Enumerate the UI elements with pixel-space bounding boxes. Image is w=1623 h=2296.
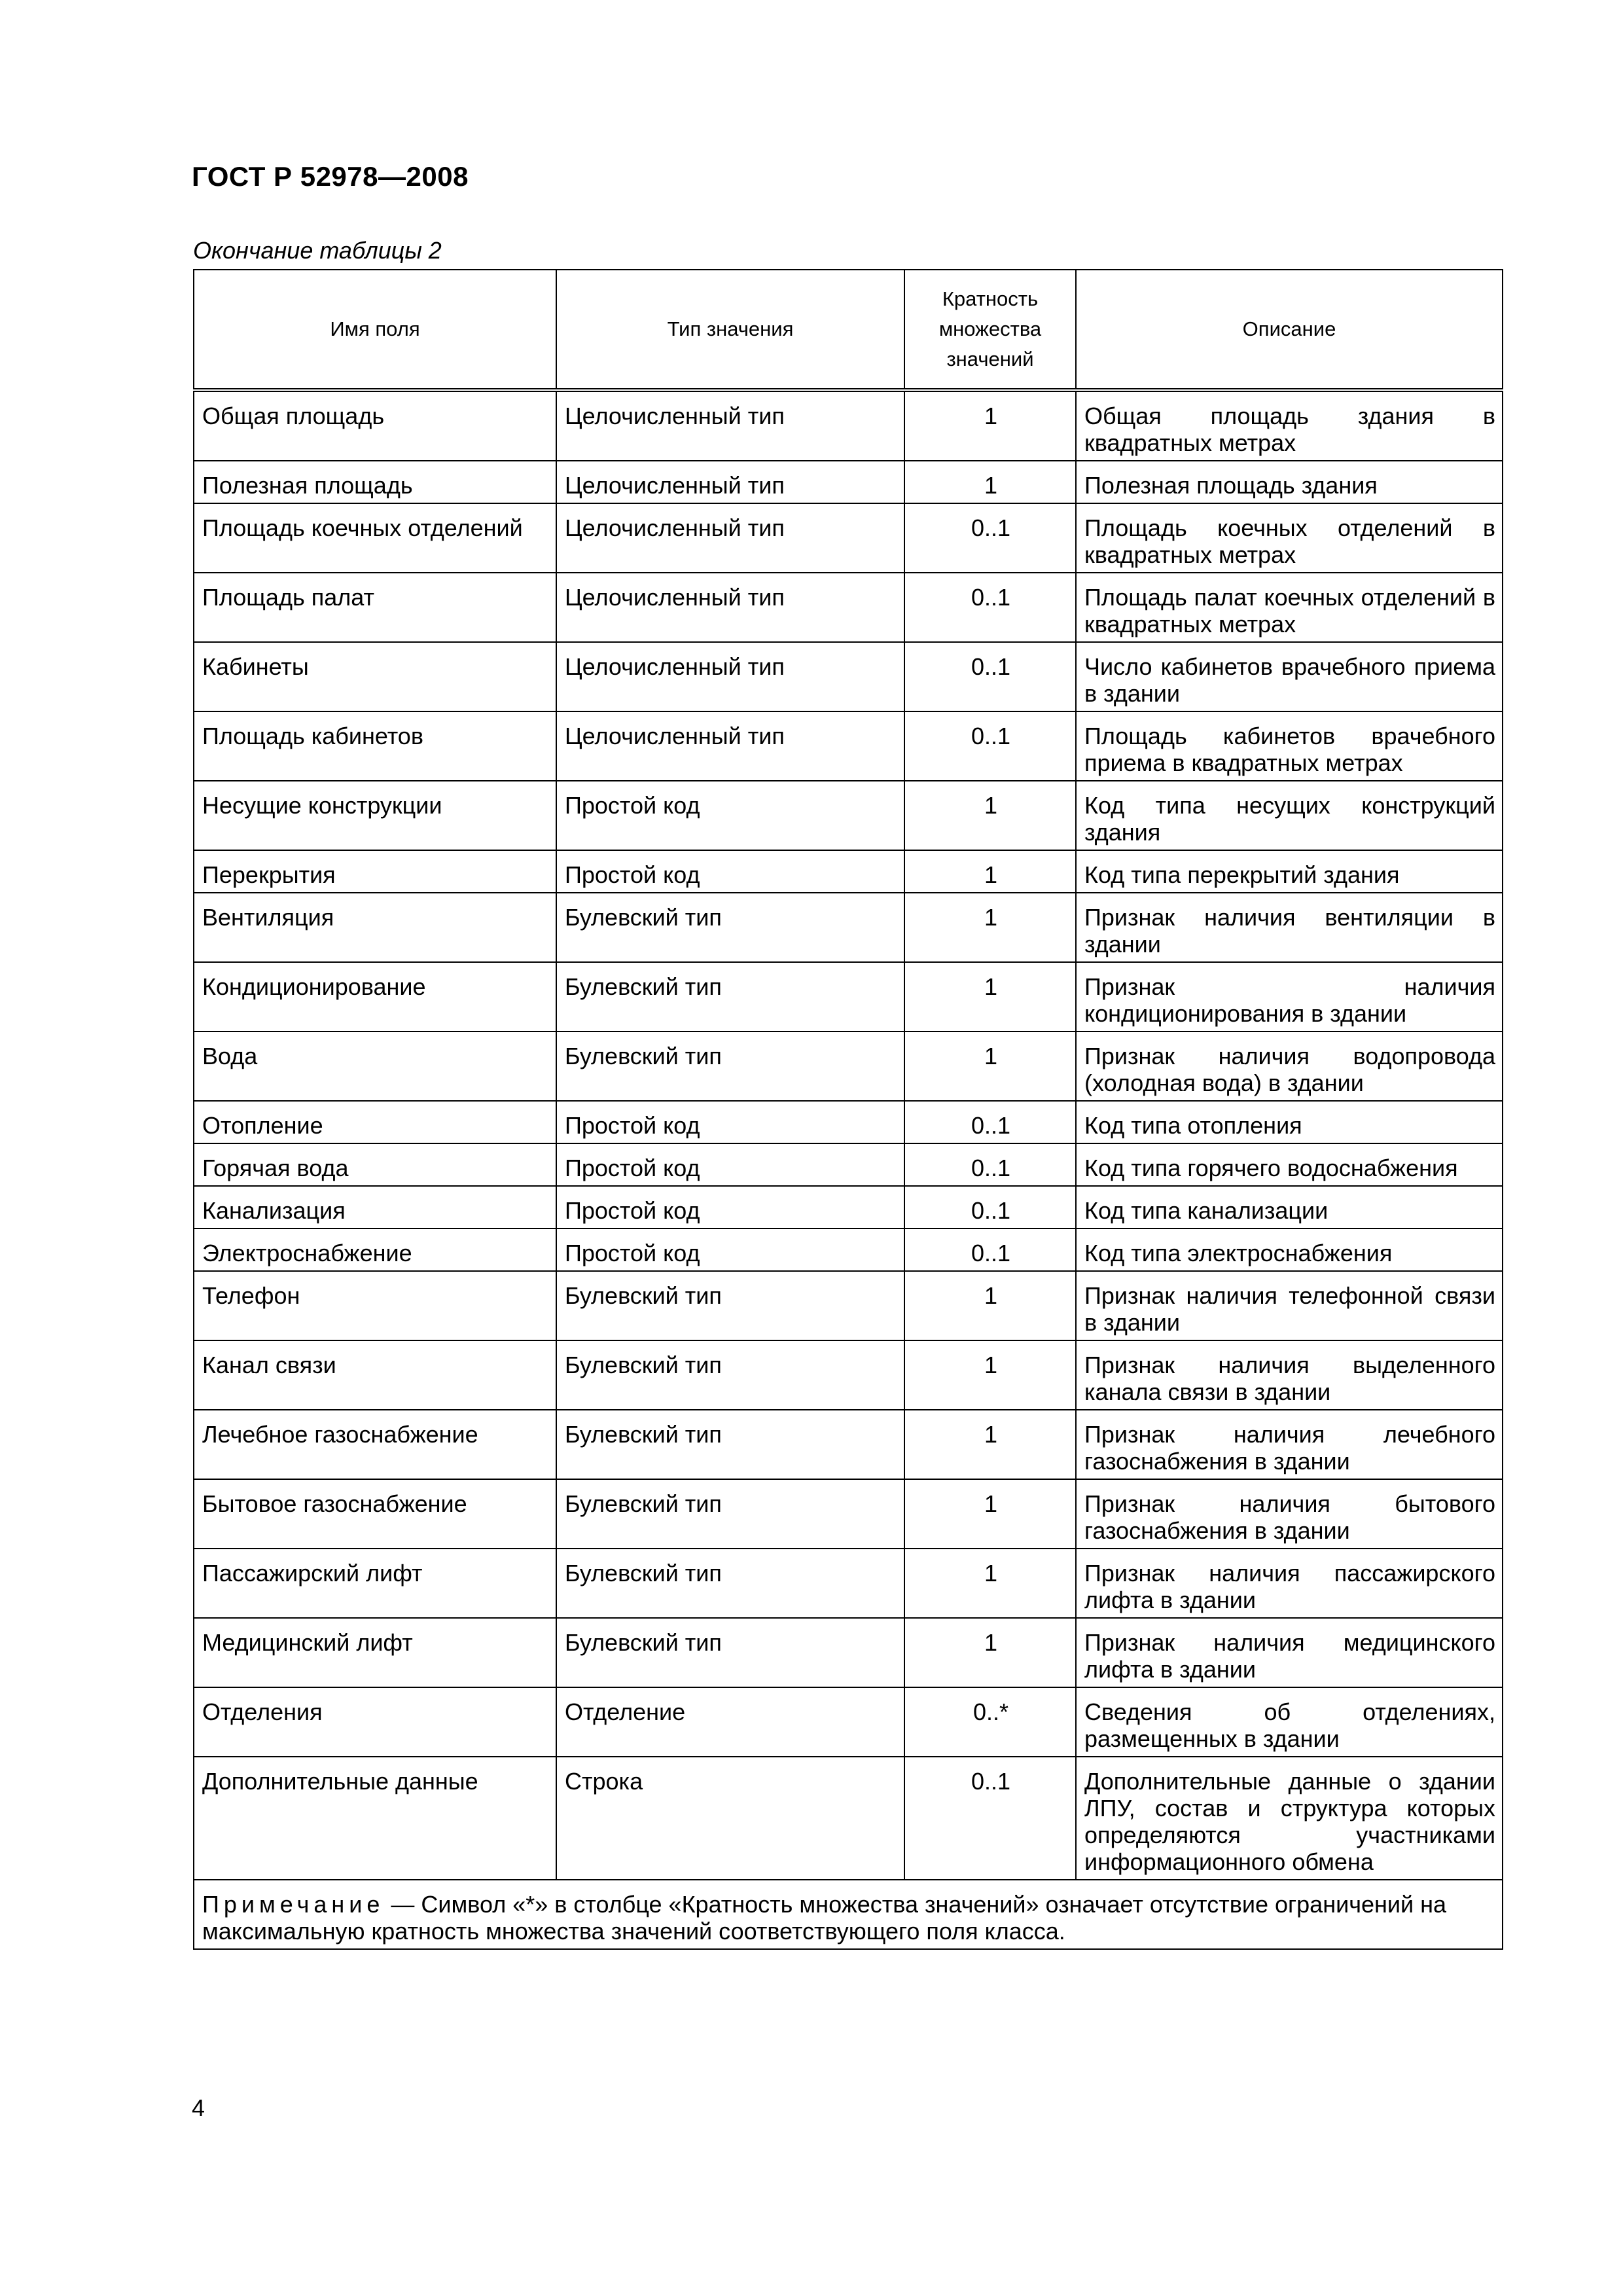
cell-value-type: Простой код [556,1186,904,1229]
cell-multiplicity: 1 [904,781,1076,850]
cell-description: Признак наличия медицинского лифта в здании [1076,1618,1503,1687]
cell-multiplicity: 1 [904,1618,1076,1687]
cell-field-name: Канал связи [194,1340,556,1410]
cell-field-name: Площадь палат [194,573,556,642]
cell-value-type: Строка [556,1757,904,1880]
header-value-type: Тип значения [556,270,904,390]
cell-description: Общая площадь здания в квадратных метрах [1076,390,1503,461]
cell-field-name: Вода [194,1031,556,1101]
cell-multiplicity: 0..1 [904,503,1076,573]
cell-value-type: Целочисленный тип [556,573,904,642]
table-row [194,1031,1503,1101]
cell-field-name: Дополнительные данные [194,1757,556,1880]
cell-multiplicity: 0..1 [904,1757,1076,1880]
cell-description: Признак наличия пассажирского лифта в здании [1076,1549,1503,1618]
cell-value-type: Простой код [556,850,904,893]
table-note-row [194,1880,1503,1949]
cell-field-name: Медицинский лифт [194,1618,556,1687]
cell-field-name: Кабинеты [194,642,556,711]
note-label: Примечание [202,1891,385,1918]
table-row [194,1410,1503,1479]
cell-value-type: Булевский тип [556,1549,904,1618]
table-row [194,1271,1503,1340]
cell-description: Признак наличия кондиционирования в здании [1076,962,1503,1031]
cell-description: Дополнительные данные о здании ЛПУ, состав и структура которых определяются участниками информационного обмена [1076,1757,1503,1880]
cell-field-name: Электроснабжение [194,1229,556,1271]
cell-value-type: Булевский тип [556,1031,904,1101]
table-row [194,711,1503,781]
cell-field-name: Несущие конструкции [194,781,556,850]
cell-description: Признак наличия вентиляции в здании [1076,893,1503,962]
cell-value-type: Простой код [556,781,904,850]
cell-multiplicity: 0..* [904,1687,1076,1757]
table-row [194,1549,1503,1618]
table-note [194,1880,1503,1949]
table-row [194,1757,1503,1880]
cell-description: Код типа перекрытий здания [1076,850,1503,893]
cell-field-name: Телефон [194,1271,556,1340]
cell-description: Признак наличия лечебного газоснабжения в здании [1076,1410,1503,1479]
table-caption: Окончание таблицы 2 [193,237,442,264]
cell-field-name: Канализация [194,1186,556,1229]
cell-field-name: Отопление [194,1101,556,1143]
cell-field-name: Лечебное газоснабжение [194,1410,556,1479]
cell-multiplicity: 0..1 [904,1143,1076,1186]
cell-description: Код типа горячего водоснабжения [1076,1143,1503,1186]
table-row [194,461,1503,503]
cell-value-type: Булевский тип [556,1340,904,1410]
cell-multiplicity: 1 [904,850,1076,893]
cell-description: Площадь коечных отделений в квадратных метрах [1076,503,1503,573]
table-row [194,642,1503,711]
cell-value-type: Булевский тип [556,893,904,962]
table-row [194,1479,1503,1549]
cell-description: Код типа канализации [1076,1186,1503,1229]
table-row [194,893,1503,962]
cell-multiplicity: 1 [904,1271,1076,1340]
table-row [194,1186,1503,1229]
table-row [194,1229,1503,1271]
table-row [194,781,1503,850]
cell-value-type: Булевский тип [556,1271,904,1340]
cell-description: Код типа электроснабжения [1076,1229,1503,1271]
cell-multiplicity: 0..1 [904,573,1076,642]
table-row [194,850,1503,893]
table-row [194,1340,1503,1410]
cell-multiplicity: 1 [904,1549,1076,1618]
table-header-row [194,270,1503,390]
cell-multiplicity: 0..1 [904,642,1076,711]
cell-multiplicity: 1 [904,1340,1076,1410]
table-row [194,1687,1503,1757]
cell-description: Сведения об отделениях, размещенных в здании [1076,1687,1503,1757]
table-row [194,573,1503,642]
cell-field-name: Вентиляция [194,893,556,962]
cell-value-type: Целочисленный тип [556,390,904,461]
cell-field-name: Отделения [194,1687,556,1757]
cell-field-name: Площадь коечных отделений [194,503,556,573]
cell-field-name: Кондиционирование [194,962,556,1031]
note-text: — Символ «*» в столбце «Кратность множества значений» означает отсутствие ограничений на максимальную кратность множества значений соответствующего поля класса. [202,1891,1446,1945]
cell-value-type: Целочисленный тип [556,461,904,503]
cell-multiplicity: 0..1 [904,1101,1076,1143]
cell-value-type: Простой код [556,1101,904,1143]
cell-value-type: Отделение [556,1687,904,1757]
cell-field-name: Пассажирский лифт [194,1549,556,1618]
cell-field-name: Горячая вода [194,1143,556,1186]
cell-value-type: Целочисленный тип [556,503,904,573]
cell-multiplicity: 1 [904,893,1076,962]
cell-value-type: Целочисленный тип [556,642,904,711]
cell-value-type: Простой код [556,1143,904,1186]
cell-description: Признак наличия бытового газоснабжения в здании [1076,1479,1503,1549]
cell-field-name: Общая площадь [194,390,556,461]
cell-field-name: Бытовое газоснабжение [194,1479,556,1549]
cell-description: Полезная площадь здания [1076,461,1503,503]
cell-multiplicity: 1 [904,1410,1076,1479]
document-header: ГОСТ Р 52978—2008 [192,161,469,192]
data-table [193,269,1503,1950]
cell-multiplicity: 1 [904,390,1076,461]
cell-multiplicity: 1 [904,1479,1076,1549]
cell-value-type: Булевский тип [556,962,904,1031]
table-row [194,1101,1503,1143]
cell-multiplicity: 0..1 [904,711,1076,781]
cell-description: Признак наличия телефонной связи в здании [1076,1271,1503,1340]
table-row [194,1143,1503,1186]
cell-description: Площадь палат коечных отделений в квадратных метрах [1076,573,1503,642]
cell-field-name: Перекрытия [194,850,556,893]
cell-multiplicity: 0..1 [904,1186,1076,1229]
cell-multiplicity: 1 [904,962,1076,1031]
cell-description: Число кабинетов врачебного приема в здании [1076,642,1503,711]
cell-description: Код типа отопления [1076,1101,1503,1143]
cell-multiplicity: 0..1 [904,1229,1076,1271]
cell-value-type: Булевский тип [556,1618,904,1687]
cell-value-type: Булевский тип [556,1479,904,1549]
header-field-name: Имя поля [194,270,556,390]
cell-field-name: Полезная площадь [194,461,556,503]
cell-description: Код типа несущих конструкций здания [1076,781,1503,850]
header-description: Описание [1076,270,1503,390]
cell-value-type: Простой код [556,1229,904,1271]
cell-multiplicity: 1 [904,1031,1076,1101]
table-row [194,503,1503,573]
table-row [194,1618,1503,1687]
cell-value-type: Целочисленный тип [556,711,904,781]
cell-description: Признак наличия выделенного канала связи в здании [1076,1340,1503,1410]
header-multiplicity: Кратность множества значений [904,270,1076,390]
cell-description: Признак наличия водопровода (холодная вода) в здании [1076,1031,1503,1101]
cell-multiplicity: 1 [904,461,1076,503]
page-number: 4 [192,2094,205,2121]
table-row [194,390,1503,461]
cell-value-type: Булевский тип [556,1410,904,1479]
table-row [194,962,1503,1031]
cell-description: Площадь кабинетов врачебного приема в квадратных метрах [1076,711,1503,781]
cell-field-name: Площадь кабинетов [194,711,556,781]
